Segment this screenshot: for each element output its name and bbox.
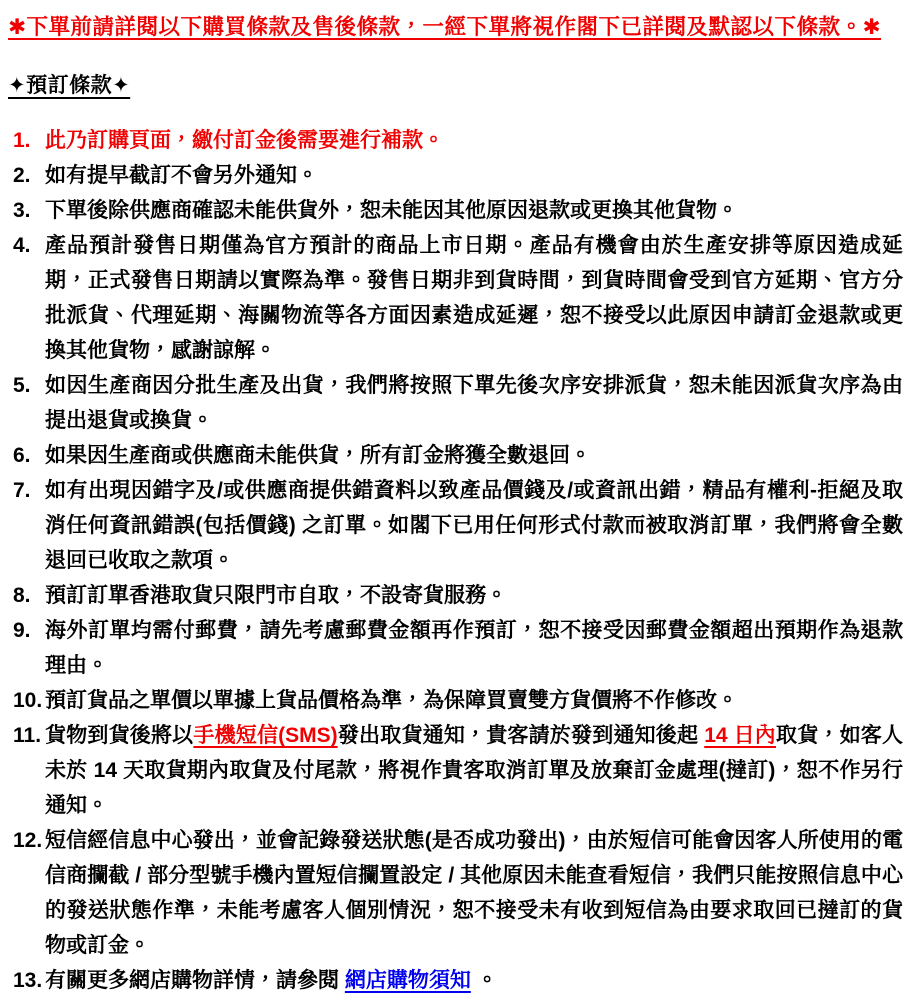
term-text: 如果因生產商或供應商未能供貨，所有訂金將獲全數退回。	[45, 444, 591, 467]
term-item-12	[8, 823, 903, 963]
term-number: 13.	[13, 969, 43, 992]
term-number: 5.	[13, 374, 31, 397]
term-text: 短信經信息中心發出，並會記錄發送狀態(是否成功發出)，由於短信可能會因客人所使用的電信商攔截 / 部分型號手機內置短信攔置設定 / 其他原因未能查看短信，我們只能按照信息中心的發送狀態作準，未能考慮客人個別情況，恕不接受未有收到短信為由要求取回已撻訂的貨物或訂金。	[45, 829, 903, 957]
term-text: 下單後除供應商確認未能供貨外，恕未能因其他原因退款或更換其他貨物。	[45, 199, 738, 222]
term-number: 7.	[13, 479, 31, 502]
highlighted-term-text: 14 日內	[704, 724, 776, 747]
term-number: 2.	[13, 164, 31, 187]
term-text: 如有提早截訂不會另外通知。	[45, 164, 318, 187]
term-item-7	[8, 473, 903, 578]
term-number: 6.	[13, 444, 31, 467]
term-item-4	[8, 228, 903, 368]
term-text: 有關更多網店購物詳情，請參閱	[45, 969, 345, 992]
term-number: 12.	[13, 829, 43, 852]
term-number: 1.	[13, 129, 31, 152]
section-title-pre-order-terms: ✦預訂條款✦	[8, 74, 131, 97]
term-text: 海外訂單均需付郵費，請先考慮郵費金額再作預訂，恕不接受因郵費金額超出預期作為退款理由。	[45, 619, 903, 677]
terms-list	[8, 123, 903, 998]
term-text: 取貨，如客人未於 14 天取貨期內取貨及付尾款，將視作貴客取消訂單及放棄訂金處理(撻訂)，恕不作另行通知。	[45, 724, 903, 817]
term-number: 11.	[13, 724, 42, 747]
term-text: 預訂貨品之單價以單據上貨品價格為準，為保障買賣雙方貨價將不作修改。	[45, 689, 738, 712]
term-item-3	[8, 193, 903, 228]
term-item-1	[8, 123, 903, 158]
term-text: 預訂訂單香港取貨只限門市自取，不設寄貨服務。	[45, 584, 507, 607]
term-item-13	[8, 963, 903, 998]
term-number: 10.	[13, 689, 43, 712]
term-number: 3.	[13, 199, 31, 222]
term-item-6	[8, 438, 903, 473]
highlighted-term-text: 手機短信(SMS)	[193, 724, 338, 747]
term-text: 。	[470, 969, 498, 992]
term-text: 此乃訂購頁面，繳付訂金後需要進行補款。	[45, 129, 444, 152]
term-text: 貨物到貨後將以	[45, 724, 194, 747]
term-text: 如有出現因錯字及/或供應商提供錯資料以致產品價錢及/或資訊出錯，精品有權利-拒絕及取消任何資訊錯誤(包括價錢) 之訂單。如閣下已用任何形式付款而被取消訂單，我們將會全數退回已收取之款項。	[45, 479, 903, 572]
term-number: 4.	[13, 234, 31, 257]
term-number: 9.	[13, 619, 31, 642]
term-item-8	[8, 578, 903, 613]
term-text: 產品預計發售日期僅為官方預計的商品上市日期。產品有機會由於生產安排等原因造成延期，正式發售日期請以實際為準。發售日期非到貨時間，到貨時間會受到官方延期、官方分批派貨、代理延期、海關物流等各方面因素造成延遲，恕不接受以此原因申請訂金退款或更換其他貨物，感謝諒解。	[45, 234, 903, 362]
term-number: 8.	[13, 584, 31, 607]
online-store-shopping-guide-link[interactable]: 網店購物須知	[344, 969, 471, 992]
term-text: 如因生產商因分批生產及出貨，我們將按照下單先後次序安排派貨，恕未能因派貨次序為由提出退貨或換貨。	[45, 374, 903, 432]
term-item-10	[8, 683, 903, 718]
term-text: 發出取貨通知，貴客請於發到通知後起	[337, 724, 705, 747]
term-item-9	[8, 613, 903, 683]
term-item-2	[8, 158, 903, 193]
pre-order-warning-banner: ✱下單前請詳閱以下購買條款及售後條款，一經下單將視作閣下已詳閱及默認以下條款。✱	[8, 15, 882, 39]
term-item-5	[8, 368, 903, 438]
term-item-11	[8, 718, 903, 823]
